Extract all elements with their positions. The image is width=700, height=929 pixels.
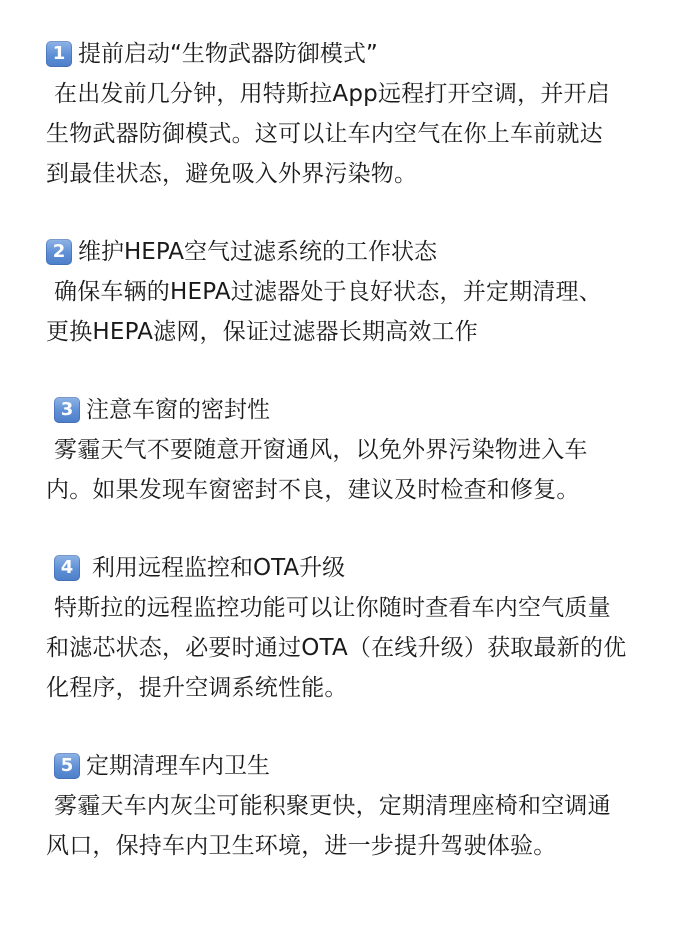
tip-section-5 xyxy=(46,746,654,866)
tip-heading-3 xyxy=(46,390,654,430)
tip-body xyxy=(46,430,654,510)
tip-title: 提前启动“生物武器防御模式” xyxy=(78,41,378,67)
tip-body xyxy=(46,74,654,194)
tip-body-line: 雾霾天车内灰尘可能积聚更快，定期清理座椅和空调通 xyxy=(54,793,611,819)
tip-heading-5 xyxy=(46,746,654,786)
tip-title: 维护HEPA空气过滤系统的工作状态 xyxy=(78,239,437,265)
tip-heading-4 xyxy=(46,548,654,588)
tip-body-line: 雾霾天气不要随意开窗通风，以免外界污染物进入车 xyxy=(54,437,588,463)
tip-body-line: 在出发前几分钟，用特斯拉App远程打开空调，并开启 xyxy=(54,81,610,107)
tip-body-line: 特斯拉的远程监控功能可以让你随时查看车内空气质量 xyxy=(54,595,611,621)
tip-title: 定期清理车内卫生 xyxy=(86,753,270,779)
tip-heading-2 xyxy=(46,232,654,272)
tip-title: 利用远程监控和OTA升级 xyxy=(92,555,346,581)
tip-body-line: 和滤芯状态，必要时通过OTA（在线升级）获取最新的优 xyxy=(46,635,627,661)
tip-heading-1 xyxy=(46,34,654,74)
tip-section-3 xyxy=(46,390,654,510)
number-badge-icon: 4 xyxy=(54,555,80,581)
number-badge-icon: 2 xyxy=(46,239,72,265)
tip-body-line: 生物武器防御模式。这可以让车内空气在你上车前就达 xyxy=(46,121,603,147)
tip-body-line: 内。如果发现车窗密封不良，建议及时检查和修复。 xyxy=(46,477,580,503)
tip-body-line: 确保车辆的HEPA过滤器处于良好状态，并定期清理、 xyxy=(54,279,602,305)
tip-body xyxy=(46,272,654,352)
tip-body xyxy=(46,786,654,866)
tip-title: 注意车窗的密封性 xyxy=(86,397,270,423)
tip-section-1 xyxy=(46,34,654,194)
number-badge-icon: 1 xyxy=(46,41,72,67)
tip-body-line: 风口，保持车内卫生环境，进一步提升驾驶体验。 xyxy=(46,833,557,859)
tip-body-line: 化程序，提升空调系统性能。 xyxy=(46,675,348,701)
tip-section-4 xyxy=(46,548,654,708)
tip-section-2 xyxy=(46,232,654,352)
tip-body-line: 更换HEPA滤网，保证过滤器长期高效工作 xyxy=(46,319,478,345)
number-badge-icon: 5 xyxy=(54,753,80,779)
tip-body xyxy=(46,588,654,708)
tip-body-line: 到最佳状态，避免吸入外界污染物。 xyxy=(46,161,418,187)
number-badge-icon: 3 xyxy=(54,397,80,423)
